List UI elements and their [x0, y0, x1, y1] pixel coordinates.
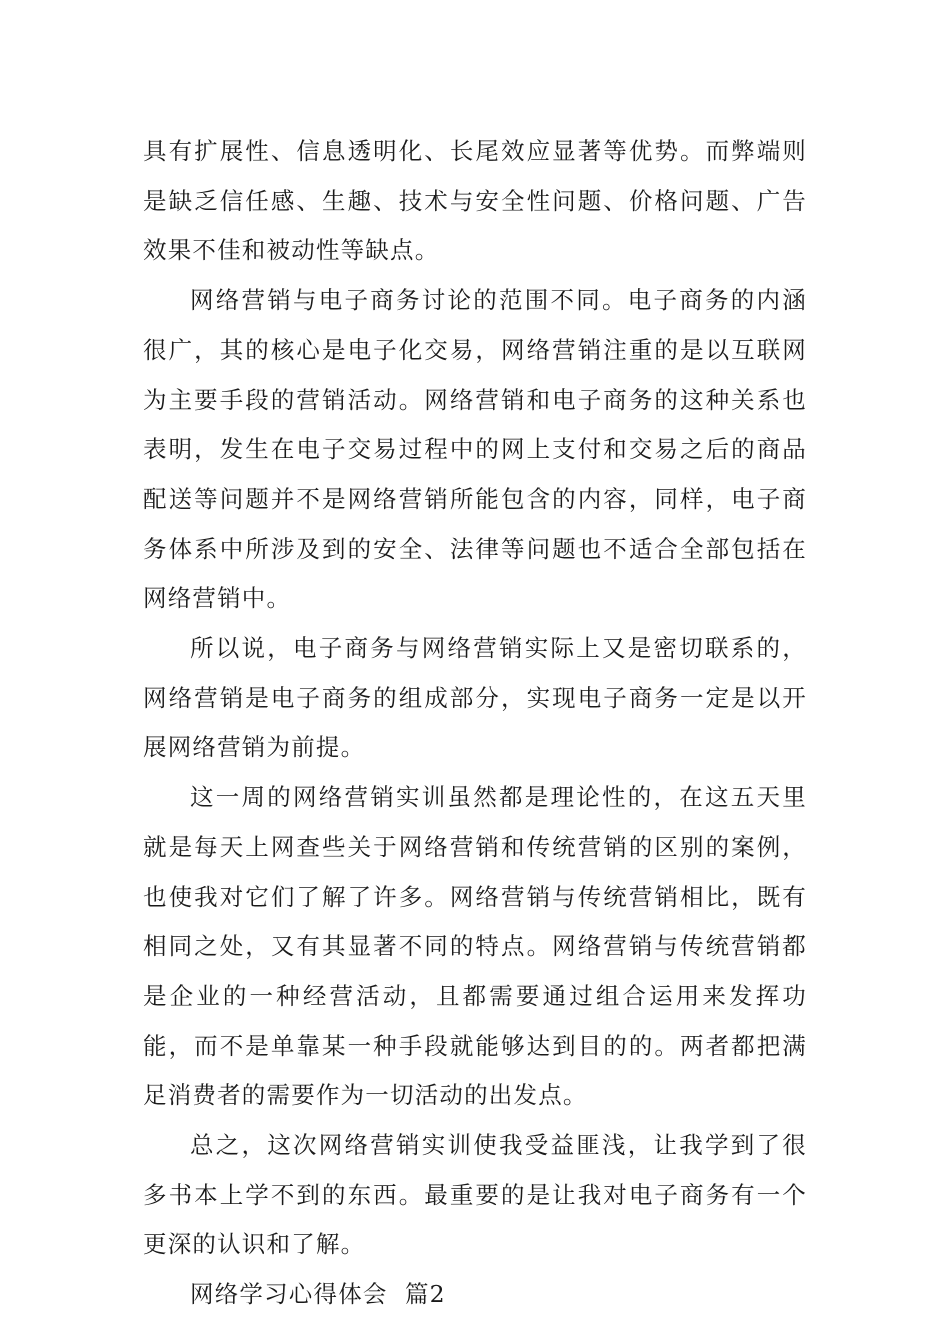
paragraph-scope-difference: 网络营销与电子商务讨论的范围不同。电子商务的内涵很广，其的核心是电子化交易，网络营销注重的是以互联网为主要手段的营销活动。网络营销和电子商务的这种关系也表明，发生在电子交易过程中的网上支付和交易之后的商品配送等问题并不是网络营销所能包含的内容，同样，电子商务体系中所涉及到的安全、法律等问题也不适合全部包括在网络营销中。	[143, 286, 807, 613]
paragraph-conclusion: 总之，这次网络营销实训使我受益匪浅，让我学到了很多书本上学不到的东西。最重要的是让我对电子商务有一个更深的认识和了解。	[143, 1131, 807, 1259]
paragraph-training-week: 这一周的网络营销实训虽然都是理论性的，在这五天里就是每天上网查些关于网络营销和传统营销的区别的案例，也使我对它们了解了许多。网络营销与传统营销相比，既有相同之处，又有其显著不同的特点。网络营销与传统营销都是企业的一种经营活动，且都需要通过组合运用来发挥功能，而不是单靠某一种手段就能够达到目的的。两者都把满足消费者的需要作为一切活动的出发点。	[143, 783, 807, 1110]
paragraph-relationship: 所以说，电子商务与网络营销实际上又是密切联系的，网络营销是电子商务的组成部分，实现电子商务一定是以开展网络营销为前提。	[143, 634, 807, 762]
document-body	[143, 127, 807, 1320]
paragraph-continuation: 具有扩展性、信息透明化、长尾效应显著等优势。而弊端则是缺乏信任感、生趣、技术与安全性问题、价格问题、广告效果不佳和被动性等缺点。	[143, 137, 807, 265]
section-heading: 网络学习心得体会 篇2	[190, 1280, 446, 1309]
